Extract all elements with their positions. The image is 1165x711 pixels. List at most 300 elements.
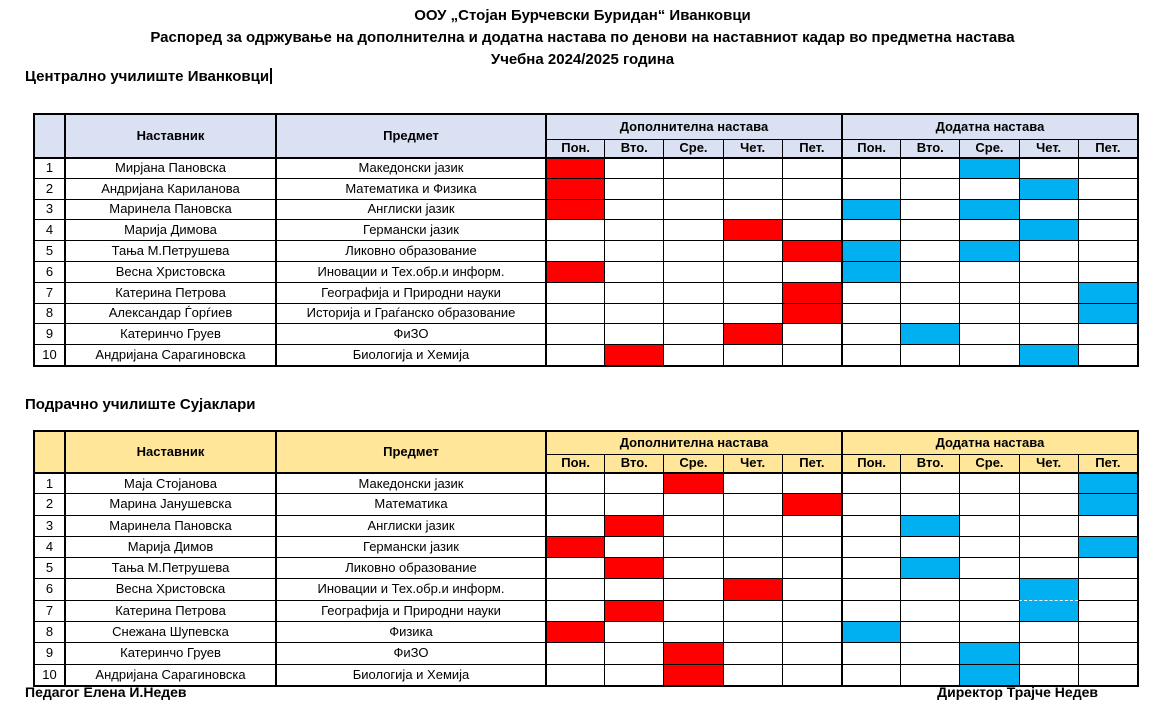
dop-chet-cell[interactable]: [723, 515, 782, 536]
dop-chet-cell[interactable]: [723, 642, 782, 663]
dop-pon-cell[interactable]: [545, 178, 604, 199]
subject-cell[interactable]: Математика: [275, 493, 545, 514]
dop-sre-cell[interactable]: [663, 472, 722, 493]
subject-cell[interactable]: Македонски јазик: [275, 157, 545, 178]
subject-cell[interactable]: Географија и Природни науки: [275, 600, 545, 621]
dod-pon-cell[interactable]: [841, 600, 900, 621]
teacher-cell[interactable]: Тања М.Петрушева: [64, 240, 275, 261]
row-number-cell[interactable]: 2: [35, 178, 64, 199]
dod-pet-cell[interactable]: [1078, 578, 1137, 599]
row-number-cell[interactable]: 4: [35, 536, 64, 557]
day-header-dop-vto[interactable]: Вто.: [604, 454, 663, 472]
row-number-cell[interactable]: 6: [35, 261, 64, 282]
day-header-dod-pon[interactable]: Пон.: [841, 139, 900, 157]
section-title-central-school[interactable]: [25, 68, 272, 85]
day-header-dod-sre[interactable]: Сре.: [959, 139, 1018, 157]
day-header-dop-pon[interactable]: Пон.: [545, 454, 604, 472]
teacher-cell[interactable]: Снежана Шупевска: [64, 621, 275, 642]
dop-pet-cell[interactable]: [782, 240, 841, 261]
dop-vto-cell[interactable]: [604, 600, 663, 621]
dod-chet-cell[interactable]: [1019, 178, 1078, 199]
day-header-dod-pon[interactable]: Пон.: [841, 454, 900, 472]
dod-vto-cell[interactable]: [900, 493, 959, 514]
subject-cell[interactable]: Биологија и Хемија: [275, 344, 545, 365]
teacher-cell[interactable]: Маја Стојанова: [64, 472, 275, 493]
dod-vto-cell[interactable]: [900, 157, 959, 178]
row-number-cell[interactable]: 1: [35, 157, 64, 178]
row-number-cell[interactable]: 6: [35, 578, 64, 599]
day-header-dod-vto[interactable]: Вто.: [900, 139, 959, 157]
day-header-dod-sre[interactable]: Сре.: [959, 454, 1018, 472]
section-title-sujaklari-school[interactable]: [25, 396, 256, 413]
dod-pon-cell[interactable]: [841, 493, 900, 514]
row-number-cell[interactable]: 4: [35, 219, 64, 240]
dop-pet-cell[interactable]: [782, 600, 841, 621]
dod-pon-cell[interactable]: [841, 323, 900, 344]
dod-pon-cell[interactable]: [841, 178, 900, 199]
dop-sre-cell[interactable]: [663, 261, 722, 282]
dop-chet-cell[interactable]: [723, 219, 782, 240]
dop-chet-cell[interactable]: [723, 199, 782, 220]
subject-cell[interactable]: Иновации и Тех.обр.и информ.: [275, 578, 545, 599]
dop-sre-cell[interactable]: [663, 600, 722, 621]
dod-chet-cell[interactable]: [1019, 664, 1078, 685]
dop-pon-cell[interactable]: [545, 240, 604, 261]
dop-vto-cell[interactable]: [604, 642, 663, 663]
dodatna-nastava-header[interactable]: Додатна настава: [841, 115, 1137, 139]
dod-pon-cell[interactable]: [841, 536, 900, 557]
row-number-cell[interactable]: 5: [35, 557, 64, 578]
row-number-cell[interactable]: 9: [35, 323, 64, 344]
day-header-dod-chet[interactable]: Чет.: [1019, 454, 1078, 472]
title-school-year[interactable]: Учебна 2024/2025 година: [490, 51, 675, 68]
dop-pet-cell[interactable]: [782, 642, 841, 663]
dop-sre-cell[interactable]: [663, 493, 722, 514]
dod-chet-cell[interactable]: [1019, 240, 1078, 261]
dop-vto-cell[interactable]: [604, 621, 663, 642]
subject-cell[interactable]: Македонски јазик: [275, 472, 545, 493]
dop-vto-cell[interactable]: [604, 578, 663, 599]
dod-sre-cell[interactable]: [959, 515, 1018, 536]
dod-sre-cell[interactable]: [959, 664, 1018, 685]
dod-pet-cell[interactable]: [1078, 600, 1137, 621]
dop-sre-cell[interactable]: [663, 536, 722, 557]
row-number-cell[interactable]: 3: [35, 199, 64, 220]
dop-vto-cell[interactable]: [604, 664, 663, 685]
dop-vto-cell[interactable]: [604, 261, 663, 282]
subject-cell[interactable]: Англиски јазик: [275, 515, 545, 536]
teacher-cell[interactable]: Весна Христовска: [64, 578, 275, 599]
dod-pon-cell[interactable]: [841, 578, 900, 599]
dod-sre-cell[interactable]: [959, 642, 1018, 663]
dop-chet-cell[interactable]: [723, 578, 782, 599]
subject-cell[interactable]: Физика: [275, 621, 545, 642]
teacher-cell[interactable]: Мирјана Пановска: [64, 157, 275, 178]
dod-pet-cell[interactable]: [1078, 664, 1137, 685]
dod-pet-cell[interactable]: [1078, 536, 1137, 557]
dod-vto-cell[interactable]: [900, 178, 959, 199]
row-number-cell[interactable]: 7: [35, 600, 64, 621]
dod-chet-cell[interactable]: [1019, 621, 1078, 642]
teacher-cell[interactable]: Весна Христовска: [64, 261, 275, 282]
dop-pet-cell[interactable]: [782, 344, 841, 365]
dop-pet-cell[interactable]: [782, 578, 841, 599]
row-number-cell[interactable]: 7: [35, 282, 64, 303]
dop-pon-cell[interactable]: [545, 621, 604, 642]
teacher-cell[interactable]: Маринела Пановска: [64, 515, 275, 536]
dod-pet-cell[interactable]: [1078, 472, 1137, 493]
subject-cell[interactable]: Англиски јазик: [275, 199, 545, 220]
dod-sre-cell[interactable]: [959, 219, 1018, 240]
dop-pet-cell[interactable]: [782, 472, 841, 493]
subject-cell[interactable]: Ликовно образование: [275, 557, 545, 578]
subject-cell[interactable]: Иновации и Тех.обр.и информ.: [275, 261, 545, 282]
dop-sre-cell[interactable]: [663, 157, 722, 178]
dop-pon-cell[interactable]: [545, 472, 604, 493]
day-header-dop-vto[interactable]: Вто.: [604, 139, 663, 157]
dod-sre-cell[interactable]: [959, 621, 1018, 642]
dod-vto-cell[interactable]: [900, 515, 959, 536]
subject-cell[interactable]: Историја и Граѓанско образование: [275, 303, 545, 324]
dod-vto-cell[interactable]: [900, 219, 959, 240]
dop-chet-cell[interactable]: [723, 493, 782, 514]
dop-chet-cell[interactable]: [723, 664, 782, 685]
subject-column-header[interactable]: Предмет: [275, 432, 545, 472]
dop-pon-cell[interactable]: [545, 493, 604, 514]
row-number-cell[interactable]: 10: [35, 344, 64, 365]
dod-pon-cell[interactable]: [841, 664, 900, 685]
dod-chet-cell[interactable]: [1019, 261, 1078, 282]
teacher-cell[interactable]: Марија Димова: [64, 219, 275, 240]
dop-pon-cell[interactable]: [545, 303, 604, 324]
dod-pet-cell[interactable]: [1078, 344, 1137, 365]
day-header-dop-pet[interactable]: Пет.: [782, 454, 841, 472]
dod-chet-cell[interactable]: [1019, 557, 1078, 578]
dod-pet-cell[interactable]: [1078, 493, 1137, 514]
day-header-dod-chet[interactable]: Чет.: [1019, 139, 1078, 157]
dop-vto-cell[interactable]: [604, 303, 663, 324]
dod-chet-cell[interactable]: [1019, 642, 1078, 663]
dod-vto-cell[interactable]: [900, 240, 959, 261]
dod-chet-cell[interactable]: [1019, 219, 1078, 240]
dod-vto-cell[interactable]: [900, 261, 959, 282]
dod-sre-cell[interactable]: [959, 557, 1018, 578]
dop-vto-cell[interactable]: [604, 157, 663, 178]
dop-chet-cell[interactable]: [723, 600, 782, 621]
subject-cell[interactable]: Германски јазик: [275, 536, 545, 557]
row-number-cell[interactable]: 5: [35, 240, 64, 261]
dop-vto-cell[interactable]: [604, 240, 663, 261]
subject-cell[interactable]: ФиЗО: [275, 642, 545, 663]
subject-cell[interactable]: Ликовно образование: [275, 240, 545, 261]
teacher-cell[interactable]: Андријана Сарагиновска: [64, 344, 275, 365]
dop-pon-cell[interactable]: [545, 557, 604, 578]
teacher-cell[interactable]: Александар Ѓорѓиев: [64, 303, 275, 324]
dop-sre-cell[interactable]: [663, 578, 722, 599]
teacher-cell[interactable]: Катеринчо Груев: [64, 642, 275, 663]
teacher-cell[interactable]: Марија Димов: [64, 536, 275, 557]
subject-cell[interactable]: ФиЗО: [275, 323, 545, 344]
dod-chet-cell[interactable]: [1019, 472, 1078, 493]
dod-chet-cell[interactable]: [1019, 493, 1078, 514]
dod-sre-cell[interactable]: [959, 472, 1018, 493]
dod-pon-cell[interactable]: [841, 282, 900, 303]
dop-sre-cell[interactable]: [663, 642, 722, 663]
dop-vto-cell[interactable]: [604, 536, 663, 557]
dop-pon-cell[interactable]: [545, 157, 604, 178]
dod-pon-cell[interactable]: [841, 157, 900, 178]
dod-pon-cell[interactable]: [841, 219, 900, 240]
dod-chet-cell[interactable]: [1019, 199, 1078, 220]
teacher-column-header[interactable]: Наставник: [64, 115, 275, 157]
dop-pet-cell[interactable]: [782, 557, 841, 578]
dod-pet-cell[interactable]: [1078, 219, 1137, 240]
dop-vto-cell[interactable]: [604, 199, 663, 220]
dod-pon-cell[interactable]: [841, 472, 900, 493]
dod-chet-cell[interactable]: [1019, 323, 1078, 344]
dop-vto-cell[interactable]: [604, 282, 663, 303]
dop-pet-cell[interactable]: [782, 157, 841, 178]
dod-sre-cell[interactable]: [959, 240, 1018, 261]
dop-sre-cell[interactable]: [663, 515, 722, 536]
teacher-cell[interactable]: Маринела Пановска: [64, 199, 275, 220]
teacher-cell[interactable]: Марина Јанушевска: [64, 493, 275, 514]
dod-vto-cell[interactable]: [900, 323, 959, 344]
dod-pet-cell[interactable]: [1078, 178, 1137, 199]
dop-pon-cell[interactable]: [545, 199, 604, 220]
day-header-dop-chet[interactable]: Чет.: [723, 139, 782, 157]
dod-chet-cell[interactable]: [1019, 600, 1078, 621]
day-header-dod-pet[interactable]: Пет.: [1078, 454, 1137, 472]
subject-cell[interactable]: Географија и Природни науки: [275, 282, 545, 303]
dod-pon-cell[interactable]: [841, 344, 900, 365]
dop-chet-cell[interactable]: [723, 240, 782, 261]
teacher-cell[interactable]: Катерина Петрова: [64, 282, 275, 303]
dod-vto-cell[interactable]: [900, 199, 959, 220]
dod-pon-cell[interactable]: [841, 557, 900, 578]
dod-pet-cell[interactable]: [1078, 515, 1137, 536]
dod-vto-cell[interactable]: [900, 578, 959, 599]
dod-pet-cell[interactable]: [1078, 199, 1137, 220]
dod-pon-cell[interactable]: [841, 199, 900, 220]
number-column-header[interactable]: [35, 115, 64, 157]
dod-pet-cell[interactable]: [1078, 557, 1137, 578]
dod-vto-cell[interactable]: [900, 536, 959, 557]
dod-vto-cell[interactable]: [900, 303, 959, 324]
dop-sre-cell[interactable]: [663, 178, 722, 199]
table-row: [35, 642, 1137, 663]
dop-sre-cell[interactable]: [663, 344, 722, 365]
dop-pon-cell[interactable]: [545, 344, 604, 365]
dod-sre-cell[interactable]: [959, 261, 1018, 282]
dopolnitelna-nastava-header[interactable]: Дополнителна настава: [545, 432, 841, 454]
dod-pon-cell[interactable]: [841, 261, 900, 282]
dod-chet-cell[interactable]: [1019, 515, 1078, 536]
dod-sre-cell[interactable]: [959, 303, 1018, 324]
dop-pon-cell[interactable]: [545, 219, 604, 240]
dop-chet-cell[interactable]: [723, 282, 782, 303]
dop-vto-cell[interactable]: [604, 178, 663, 199]
dop-sre-cell[interactable]: [663, 219, 722, 240]
row-number-cell[interactable]: 2: [35, 493, 64, 514]
dod-vto-cell[interactable]: [900, 621, 959, 642]
dod-pon-cell[interactable]: [841, 515, 900, 536]
dod-pet-cell[interactable]: [1078, 642, 1137, 663]
dop-pet-cell[interactable]: [782, 621, 841, 642]
table-row: [35, 536, 1137, 557]
title-school-name[interactable]: ООУ „Стојан Бурчевски Буридан“ Иванковци: [414, 7, 751, 24]
dop-sre-cell[interactable]: [663, 323, 722, 344]
dop-sre-cell[interactable]: [663, 282, 722, 303]
dop-pet-cell[interactable]: [782, 261, 841, 282]
dod-pet-cell[interactable]: [1078, 261, 1137, 282]
dop-pon-cell[interactable]: [545, 515, 604, 536]
dop-pet-cell[interactable]: [782, 199, 841, 220]
dop-pet-cell[interactable]: [782, 515, 841, 536]
dod-pet-cell[interactable]: [1078, 282, 1137, 303]
dop-pon-cell[interactable]: [545, 600, 604, 621]
dod-pon-cell[interactable]: [841, 240, 900, 261]
teacher-cell[interactable]: Катеринчо Груев: [64, 323, 275, 344]
dop-pet-cell[interactable]: [782, 178, 841, 199]
dop-sre-cell[interactable]: [663, 199, 722, 220]
dod-pon-cell[interactable]: [841, 621, 900, 642]
dop-sre-cell[interactable]: [663, 621, 722, 642]
table-row: [35, 664, 1137, 685]
row-number-cell[interactable]: 8: [35, 621, 64, 642]
row-number-cell[interactable]: 3: [35, 515, 64, 536]
dod-sre-cell[interactable]: [959, 600, 1018, 621]
dod-chet-cell[interactable]: [1019, 157, 1078, 178]
dop-chet-cell[interactable]: [723, 178, 782, 199]
dop-chet-cell[interactable]: [723, 472, 782, 493]
dod-pet-cell[interactable]: [1078, 303, 1137, 324]
day-header-dop-sre[interactable]: Сре.: [663, 139, 722, 157]
row-number-cell[interactable]: 8: [35, 303, 64, 324]
teacher-cell[interactable]: Андријана Кариланова: [64, 178, 275, 199]
dod-pon-cell[interactable]: [841, 642, 900, 663]
dop-pet-cell[interactable]: [782, 323, 841, 344]
row-number-cell[interactable]: 9: [35, 642, 64, 663]
teacher-cell[interactable]: Катерина Петрова: [64, 600, 275, 621]
dop-vto-cell[interactable]: [604, 323, 663, 344]
dop-pon-cell[interactable]: [545, 323, 604, 344]
dop-pon-cell[interactable]: [545, 578, 604, 599]
dop-pon-cell[interactable]: [545, 664, 604, 685]
dod-sre-cell[interactable]: [959, 536, 1018, 557]
dod-vto-cell[interactable]: [900, 642, 959, 663]
dod-sre-cell[interactable]: [959, 199, 1018, 220]
day-header-dod-pet[interactable]: Пет.: [1078, 139, 1137, 157]
dop-pon-cell[interactable]: [545, 261, 604, 282]
dop-chet-cell[interactable]: [723, 157, 782, 178]
dop-pon-cell[interactable]: [545, 282, 604, 303]
title-schedule-description[interactable]: Распоред за одржување на дополнителна и додатна настава по денови на наставниот кадар во предметна настава: [150, 29, 1015, 46]
dop-pet-cell[interactable]: [782, 536, 841, 557]
dod-pet-cell[interactable]: [1078, 323, 1137, 344]
dop-sre-cell[interactable]: [663, 557, 722, 578]
subject-cell[interactable]: Математика и Физика: [275, 178, 545, 199]
dop-vto-cell[interactable]: [604, 493, 663, 514]
dop-pet-cell[interactable]: [782, 303, 841, 324]
dop-pet-cell[interactable]: [782, 219, 841, 240]
dop-chet-cell[interactable]: [723, 323, 782, 344]
number-column-header[interactable]: [35, 432, 64, 472]
dop-chet-cell[interactable]: [723, 536, 782, 557]
row-number-cell[interactable]: 10: [35, 664, 64, 685]
day-header-dop-sre[interactable]: Сре.: [663, 454, 722, 472]
dop-vto-cell[interactable]: [604, 219, 663, 240]
dod-sre-cell[interactable]: [959, 344, 1018, 365]
teacher-column-header[interactable]: Наставник: [64, 432, 275, 472]
dop-vto-cell[interactable]: [604, 344, 663, 365]
dod-sre-cell[interactable]: [959, 323, 1018, 344]
dop-pet-cell[interactable]: [782, 664, 841, 685]
dod-sre-cell[interactable]: [959, 493, 1018, 514]
dod-vto-cell[interactable]: [900, 600, 959, 621]
dop-vto-cell[interactable]: [604, 472, 663, 493]
dod-pet-cell[interactable]: [1078, 621, 1137, 642]
dod-chet-cell[interactable]: [1019, 303, 1078, 324]
dop-chet-cell[interactable]: [723, 303, 782, 324]
dod-sre-cell[interactable]: [959, 178, 1018, 199]
dop-vto-cell[interactable]: [604, 515, 663, 536]
dop-chet-cell[interactable]: [723, 344, 782, 365]
day-header-dop-pon[interactable]: Пон.: [545, 139, 604, 157]
row-number-cell[interactable]: 1: [35, 472, 64, 493]
day-header-dod-vto[interactable]: Вто.: [900, 454, 959, 472]
dod-vto-cell[interactable]: [900, 472, 959, 493]
dodatna-nastava-header[interactable]: Додатна настава: [841, 432, 1137, 454]
teacher-cell[interactable]: Андријана Сарагиновска: [64, 664, 275, 685]
dop-chet-cell[interactable]: [723, 621, 782, 642]
dod-sre-cell[interactable]: [959, 282, 1018, 303]
dop-pon-cell[interactable]: [545, 642, 604, 663]
teacher-cell[interactable]: Тања М.Петрушева: [64, 557, 275, 578]
dop-sre-cell[interactable]: [663, 303, 722, 324]
dod-pet-cell[interactable]: [1078, 157, 1137, 178]
day-header-dop-chet[interactable]: Чет.: [723, 454, 782, 472]
subject-column-header[interactable]: Предмет: [275, 115, 545, 157]
dop-sre-cell[interactable]: [663, 240, 722, 261]
dod-pon-cell[interactable]: [841, 303, 900, 324]
dod-sre-cell[interactable]: [959, 157, 1018, 178]
day-header-dop-pet[interactable]: Пет.: [782, 139, 841, 157]
dop-chet-cell[interactable]: [723, 261, 782, 282]
dopolnitelna-nastava-header[interactable]: Дополнителна настава: [545, 115, 841, 139]
subject-cell[interactable]: Биологија и Хемија: [275, 664, 545, 685]
dod-chet-cell[interactable]: [1019, 578, 1078, 599]
dod-vto-cell[interactable]: [900, 557, 959, 578]
dop-sre-cell[interactable]: [663, 664, 722, 685]
dod-vto-cell[interactable]: [900, 282, 959, 303]
dop-pet-cell[interactable]: [782, 282, 841, 303]
subject-cell[interactable]: Германски јазик: [275, 219, 545, 240]
footer-pedagogue-signature[interactable]: Педагог Елена И.Недев: [25, 684, 187, 700]
dop-vto-cell[interactable]: [604, 557, 663, 578]
dod-pet-cell[interactable]: [1078, 240, 1137, 261]
footer-director-signature[interactable]: Директор Трајче Недев: [937, 684, 1098, 700]
dop-pon-cell[interactable]: [545, 536, 604, 557]
dod-chet-cell[interactable]: [1019, 282, 1078, 303]
dod-sre-cell[interactable]: [959, 578, 1018, 599]
dop-chet-cell[interactable]: [723, 557, 782, 578]
dop-pet-cell[interactable]: [782, 493, 841, 514]
dod-chet-cell[interactable]: [1019, 536, 1078, 557]
dod-vto-cell[interactable]: [900, 664, 959, 685]
dod-chet-cell[interactable]: [1019, 344, 1078, 365]
dod-vto-cell[interactable]: [900, 344, 959, 365]
